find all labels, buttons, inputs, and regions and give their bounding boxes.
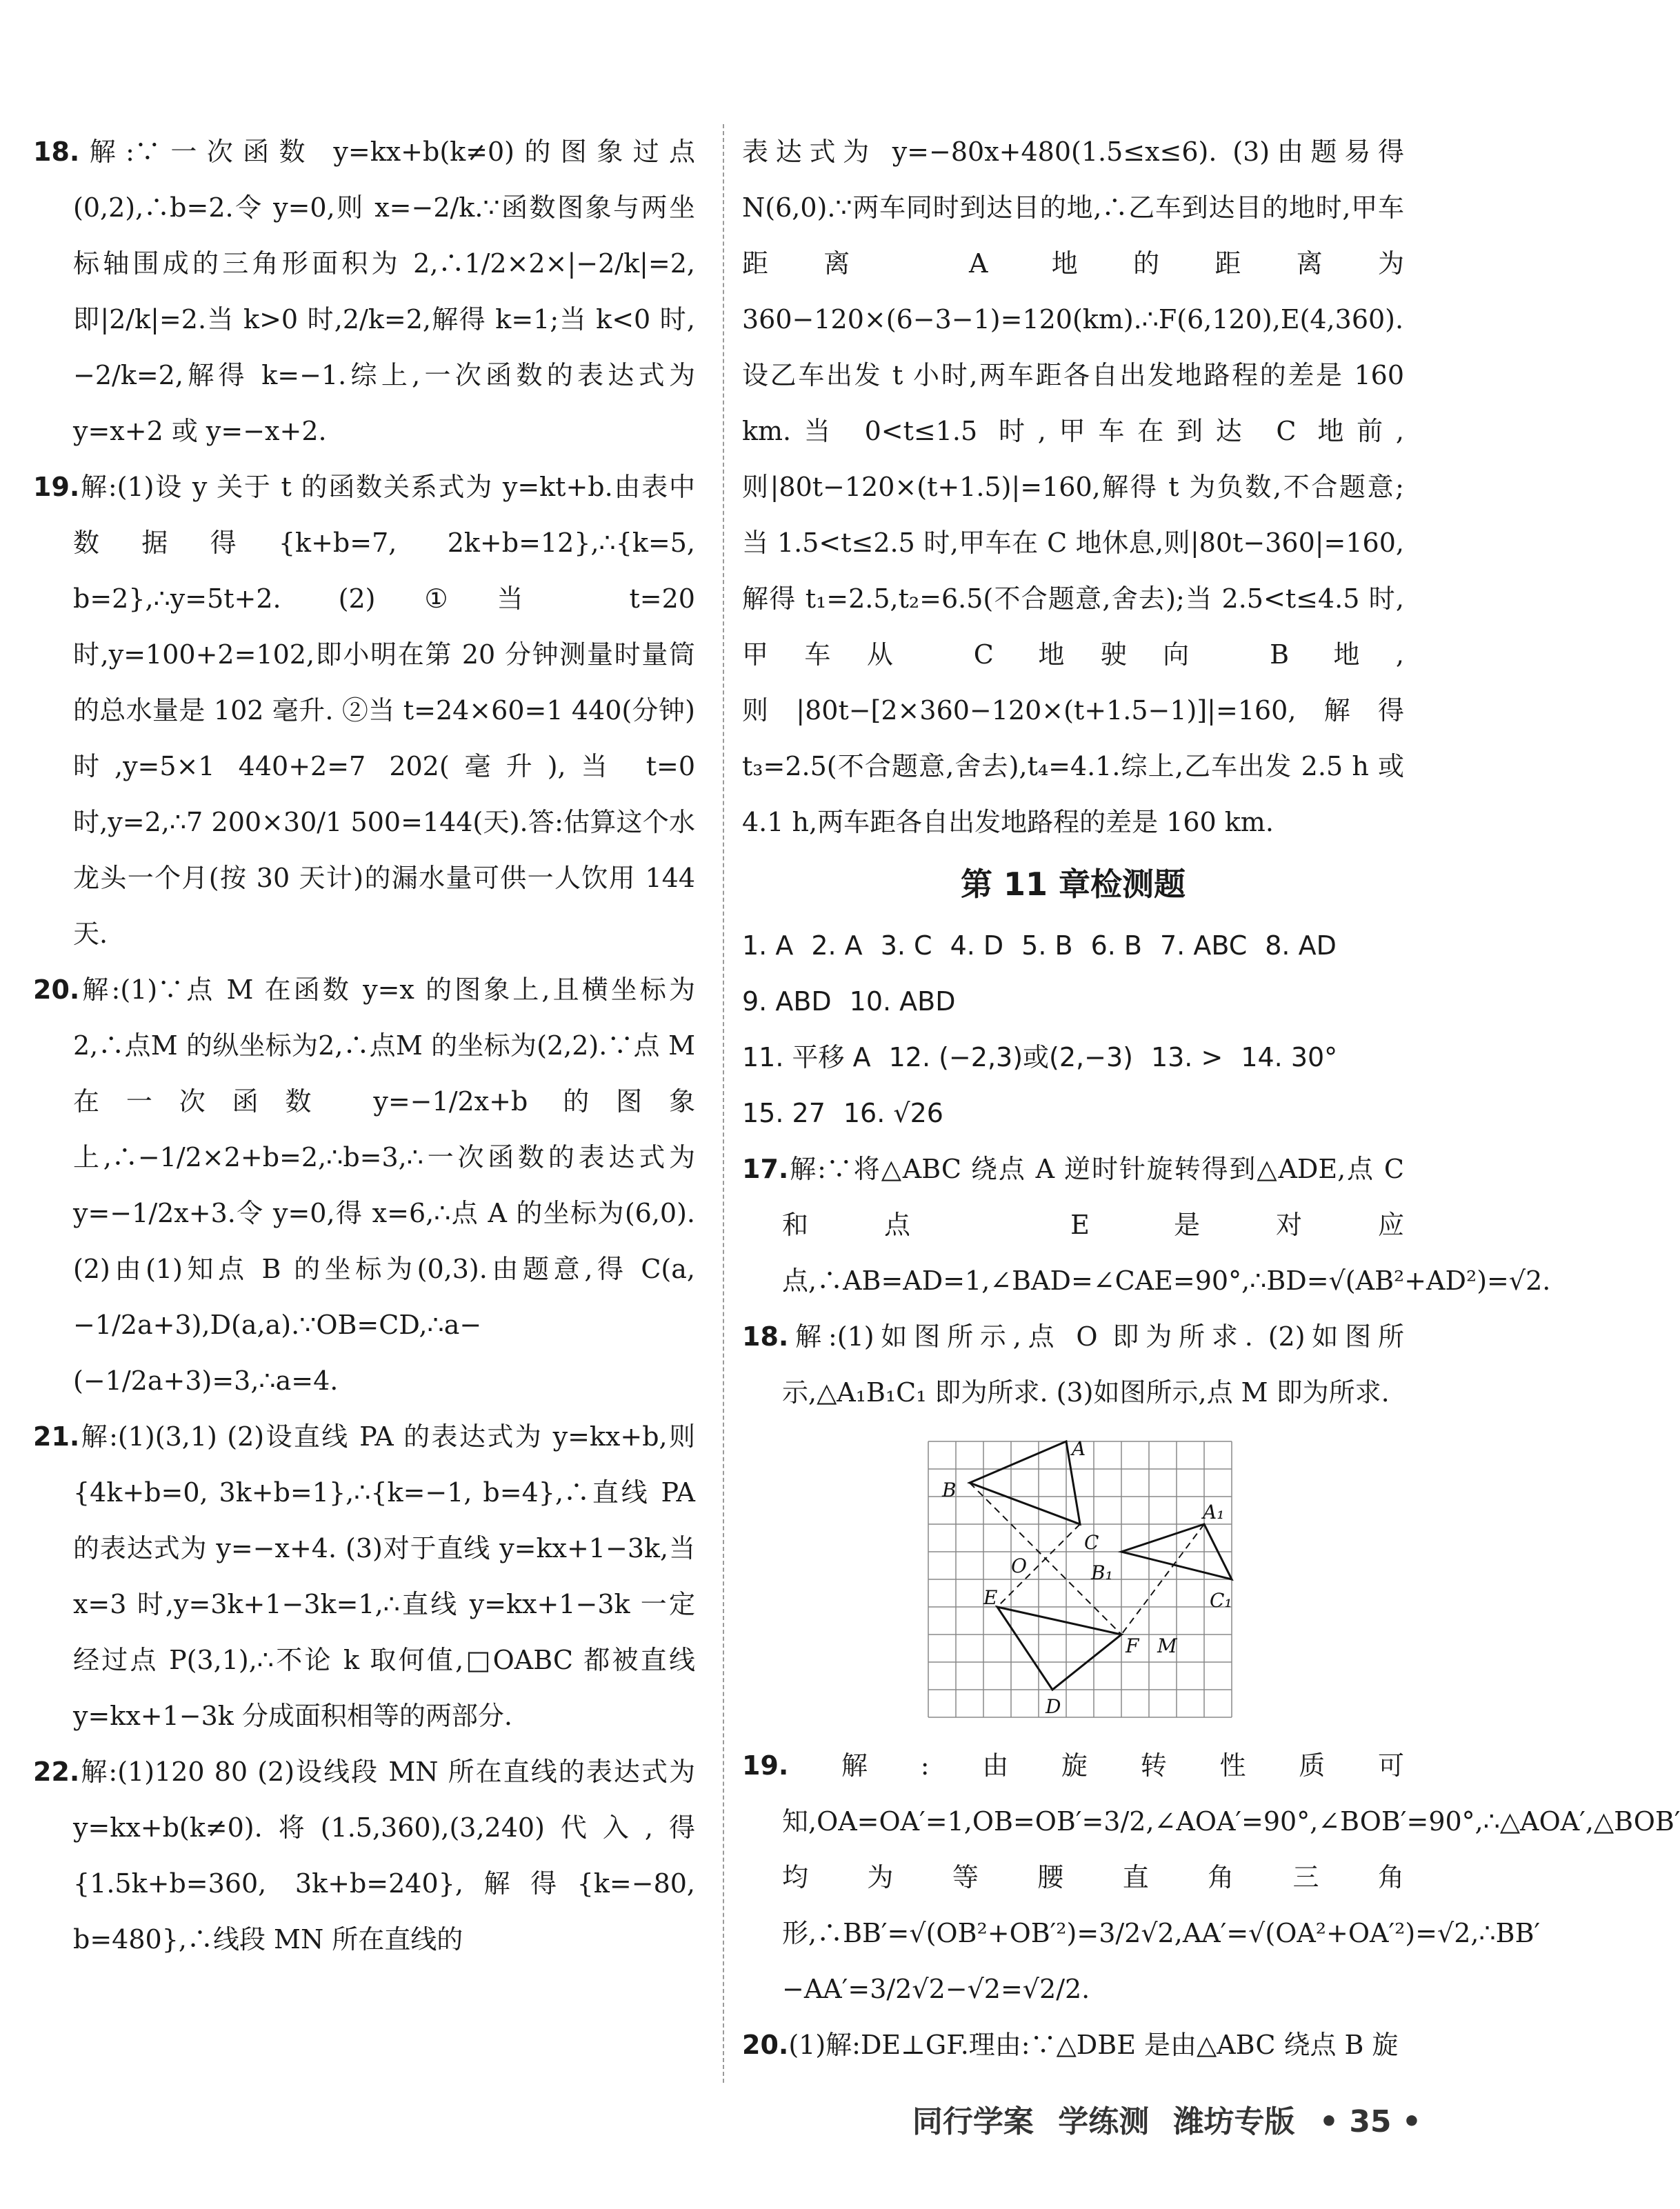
- chapter-title: 第 11 章检测题: [960, 866, 1186, 903]
- label-c: C: [1084, 1531, 1099, 1554]
- page-footer: [899, 2097, 1421, 2141]
- triangle-edf: [997, 1607, 1121, 1690]
- page-number: • 35 •: [1319, 2104, 1421, 2139]
- question-22: 22.解:(1)120 80 (2)设线段 MN 所在直线的表达式为 y=kx+b(k≠0).将(1.5,360),(3,240)代入,得{1.5k+b=360, 3k+b=240},解得{k=−80, b=480},∴线段 MN 所在直线的: [33, 1757, 695, 1955]
- question-17: 17.解:∵将△ABC 绕点 A 逆时针旋转得到△ADE,点 C 和点 E 是对应点,∴AB=AD=1,∠BAD=∠CAE=90°,∴BD=√(AB²+AD²)=√2.: [742, 1154, 1551, 1296]
- label-m: M: [1157, 1635, 1177, 1657]
- question-20-chapter: 20.(1)解:DE⊥GF.理由:∵△DBE 是由△ABC 绕点 B 旋: [742, 2030, 1399, 2060]
- footer-series: 学练测: [1058, 2104, 1150, 2139]
- label-d: D: [1046, 1695, 1061, 1718]
- question-20: 20.解:(1)∵点 M 在函数 y=x 的图象上,且横坐标为 2,∴点M 的纵坐标为2,∴点M 的坐标为(2,2).∵点 M 在一次函数 y=−1/2x+b 的图象上,∴−1/2×2+b=2,∴b=3,∴一次函数的表达式为 y=−1/2x+3.令 y=0,得 x=6,∴点 A 的坐标为(6,0). (2)由(1)知点 B 的坐标为(0,3).由题意,得 C(a,−1/2a+3),D(a,a).∵OB=CD,∴a−(−1/2a+3)=3,∴a=4.: [33, 974, 695, 1396]
- question-18: 18.解:∵一次函数 y=kx+b(k≠0)的图象过点(0,2),∴b=2.令 y=0,则 x=−2/k.∵函数图象与两坐标轴围成的三角形面积为 2,∴1/2×2×|−2/k|=2,即|2/k|=2.当 k>0 时,2/k=2,解得 k=1;当 k<0 时,−2/k=2,解得 k=−1.综上,一次函数的表达式为 y=x+2 或 y=−x+2.: [33, 137, 695, 446]
- column-divider: [723, 124, 724, 2083]
- label-e: E: [983, 1586, 998, 1609]
- answer-row-4: 15. 27 16. √26: [742, 1098, 943, 1128]
- answer-row-1: 1. A 2. A 3. C 4. D 5. B 6. B 7. ABC 8. AD: [742, 930, 1337, 961]
- right-column: [742, 124, 1680, 2073]
- label-b1: B₁: [1091, 1561, 1113, 1584]
- question-18-chapter: 18.解:(1)如图所示,点 O 即为所求. (2)如图所示,△A₁B₁C₁ 即为所求. (3)如图所示,点 M 即为所求.: [742, 1321, 1404, 1408]
- rotation-construction-lines: [970, 1483, 1204, 1635]
- footer-brand: 同行学案: [912, 2104, 1034, 2139]
- footer-edition: 潍坊专版: [1173, 2104, 1295, 2139]
- label-b: B: [942, 1479, 957, 1501]
- triangle-abc: [970, 1441, 1080, 1524]
- question-19-chapter: 19.解:由旋转性质可知,OA=OA′=1,OB=OB′=3/2,∠AOA′=90°,∠BOB′=90°,∴△AOA′,△BOB′均为等腰直角三角形,∴BB′=√(OB²+OB′²)=3/2√2,AA′=√(OA²+OA′²)=√2,∴BB′−AA′=3/2√2−√2=√2/2.: [742, 1750, 1680, 2004]
- grid-figure: [921, 1435, 1239, 1724]
- label-c1: C₁: [1210, 1589, 1232, 1612]
- vertex-labels: [941, 1437, 1232, 1718]
- question-21: 21.解:(1)(3,1) (2)设直线 PA 的表达式为 y=kx+b,则{4k+b=0, 3k+b=1},∴{k=−1, b=4},∴直线 PA 的表达式为 y=−x+4. (3)对于直线 y=kx+1−3k,当 x=3 时,y=3k+1−3k=1,∴直线 y=kx+1−3k 一定经过点 P(3,1),∴不论 k 取何值,□OABC 都被直线 y=kx+1−3k 分成面积相等的两部分.: [33, 1421, 695, 1731]
- label-a: A: [1072, 1437, 1086, 1460]
- question-19: 19.解:(1)设 y 关于 t 的函数关系式为 y=kt+b.由表中数据得{k+b=7, 2k+b=12},∴{k=5, b=2},∴y=5t+2. (2)①当 t=20 时,y=100+2=102,即小明在第 20 分钟测量时量筒的总水量是 102 毫升. ②当 t=24×60=1 440(分钟)时,y=5×1 440+2=7 202(毫升),当 t=0 时,y=2,∴7 200×30/1 500=144(天).答:估算这个水龙头一个月(按 30 天计)的漏水量可供一人饮用 144 天.: [33, 472, 695, 949]
- answer-row-3: 11. 平移 A 12. (−2,3)或(2,−3) 13. > 14. 30°: [742, 1042, 1338, 1072]
- answer-row-2: 9. ABD 10. ABD: [742, 986, 956, 1017]
- label-o: O: [1011, 1555, 1027, 1577]
- label-a1: A₁: [1203, 1501, 1225, 1523]
- left-column: [33, 124, 695, 1968]
- grid-lines: [928, 1441, 1232, 1717]
- rotation-grid-diagram: [921, 1435, 1239, 1724]
- question-22-continuation: 表达式为 y=−80x+480(1.5≤x≤6). (3)由题易得 N(6,0).∵两车同时到达目的地,∴乙车到达目的地时,甲车距离 A 地的距离为 360−120×(6−3−1)=120(km).∴F(6,120),E(4,360).设乙车出发 t 小时,两车距各自出发地路程的差是 160 km.当 0<t≤1.5 时,甲车在到达 C 地前,则|80t−120×(t+1.5)|=160,解得 t 为负数,不合题意;当 1.5<t≤2.5 时,甲车在 C 地休息,则|80t−360|=160,解得 t₁=2.5,t₂=6.5(不合题意,舍去);当 2.5<t≤4.5 时,甲车从 C 地驶向 B 地,则|80t−[2×360−120×(t+1.5−1)]|=160,解得 t₃=2.5(不合题意,舍去),t₄=4.1.综上,乙车出发 2.5 h 或 4.1 h,两车距各自出发地路程的差是 160 km.: [742, 137, 1404, 837]
- label-f: F: [1126, 1635, 1139, 1657]
